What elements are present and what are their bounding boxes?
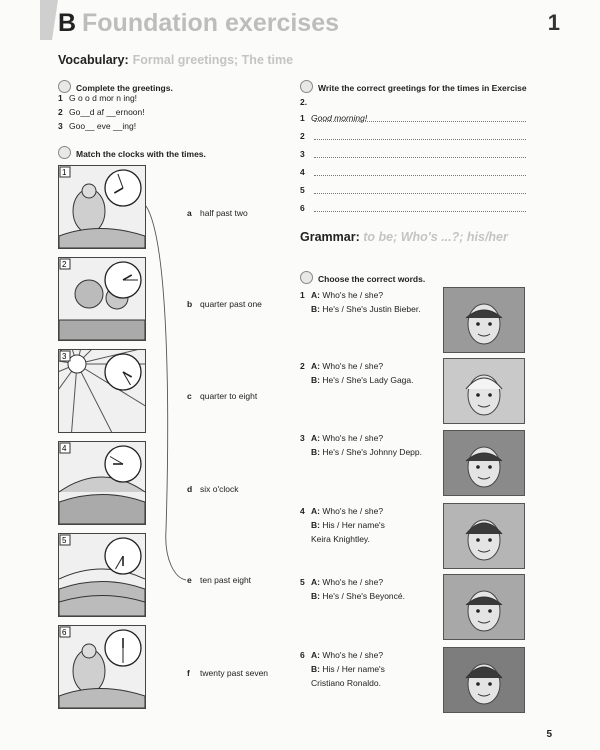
ex4-item-number: 2 [300, 361, 305, 371]
speaker-a: A: [311, 361, 320, 371]
ex3-line-number: 2 [300, 131, 305, 141]
exercise-circle-icon [58, 146, 71, 159]
time-option-b[interactable] [187, 299, 262, 309]
ex1-item-number: 2 [58, 107, 63, 117]
question-text: Who's he / she? [322, 650, 384, 660]
answer-text-cont: Cristiano Ronaldo. [311, 678, 381, 688]
ex4-item-number: 5 [300, 577, 305, 587]
celebrity-photo-1 [443, 287, 525, 353]
speaker-b: B: [311, 664, 320, 674]
ex3-answer-line[interactable] [300, 203, 311, 213]
ex1-item[interactable] [58, 93, 137, 103]
ex3-line-answer: Good morning! [311, 113, 368, 123]
ex4-item-3[interactable] [300, 431, 422, 473]
ex3-line-number: 4 [300, 167, 305, 177]
question-text: Who's he / she? [322, 290, 384, 300]
answer-text: He's / She's Johnny Depp. [322, 447, 422, 457]
ex4-title [300, 271, 425, 284]
speaker-a: A: [311, 290, 320, 300]
svg-text:3: 3 [62, 352, 67, 361]
ex4-item-1[interactable] [300, 288, 421, 330]
ex4-item-6[interactable] [300, 648, 385, 690]
ex1-item-number: 1 [58, 93, 63, 103]
ex4-item-number: 1 [300, 290, 305, 300]
ex1-title [58, 80, 173, 93]
ex1-item-text: Goo__ eve __ing! [69, 121, 137, 131]
ex3-answer-line[interactable] [300, 185, 311, 195]
answer-text-cont: Keira Knightley. [311, 534, 370, 544]
svg-text:6: 6 [62, 628, 67, 637]
answer-text: He's / She's Beyoncé. [322, 591, 405, 601]
ex4-item-4[interactable] [300, 504, 385, 546]
celebrity-photo-5 [443, 574, 525, 640]
ex2-title [58, 146, 206, 159]
ex1-item[interactable] [58, 121, 136, 131]
speaker-b: B: [311, 447, 320, 457]
ex1-item-text: G o o d mor n ing! [69, 93, 138, 103]
exercise-circle-icon [300, 80, 313, 93]
time-option-letter: f [187, 668, 190, 678]
time-option-letter: a [187, 208, 192, 218]
ex4-item-number: 6 [300, 650, 305, 660]
dotted-line [314, 157, 526, 158]
speaker-b: B: [311, 375, 320, 385]
ex3-title [300, 80, 530, 109]
celebrity-photo-3 [443, 430, 525, 496]
ex3-line-number: 3 [300, 149, 305, 159]
unit-number: 1 [547, 10, 560, 35]
answer-text: His / Her name's [322, 664, 385, 674]
ex4-item-5[interactable] [300, 575, 405, 617]
dotted-line [314, 211, 526, 212]
time-option-d[interactable] [187, 484, 238, 494]
ex3-answer-line[interactable] [300, 131, 311, 141]
clock-picture-4 [58, 441, 146, 525]
time-option-a[interactable] [187, 208, 248, 218]
time-option-letter: c [187, 391, 192, 401]
dotted-line [314, 193, 526, 194]
grammar-heading [300, 230, 540, 244]
celebrity-photo-6 [443, 647, 525, 713]
answer-text: He's / She's Justin Bieber. [322, 304, 421, 314]
time-option-e[interactable] [187, 575, 251, 585]
question-text: Who's he / she? [322, 506, 384, 516]
speaker-a: A: [311, 433, 320, 443]
ex1-item[interactable] [58, 107, 145, 117]
vocab-label: Vocabulary: [58, 53, 129, 67]
ex3-line-number: 5 [300, 185, 305, 195]
ex1-item-text: Go__d af __ernoon! [69, 107, 145, 117]
svg-text:1: 1 [62, 168, 67, 177]
svg-text:4: 4 [62, 444, 67, 453]
clock-picture-2 [58, 257, 146, 341]
celebrity-photo-2 [443, 358, 525, 424]
svg-text:5: 5 [62, 536, 67, 545]
vocab-sub: Formal greetings; The time [132, 53, 294, 67]
ex4-title-text: Choose the correct words. [318, 274, 426, 284]
ex3-line-number: 6 [300, 203, 305, 213]
time-option-text: half past two [200, 208, 248, 218]
speaker-a: A: [311, 506, 320, 516]
ex1-item-number: 3 [58, 121, 63, 131]
time-option-text: quarter to eight [200, 391, 258, 401]
clock-picture-3 [58, 349, 146, 433]
answer-text: His / Her name's [322, 520, 385, 530]
speaker-a: A: [311, 577, 320, 587]
question-text: Who's he / she? [322, 577, 384, 587]
time-option-text: six o'clock [200, 484, 239, 494]
time-option-letter: d [187, 484, 193, 494]
ex4-item-number: 3 [300, 433, 305, 443]
exercise-circle-icon [300, 271, 313, 284]
time-option-letter: b [187, 299, 193, 309]
svg-text:2: 2 [62, 260, 67, 269]
answer-text: He's / She's Lady Gaga. [322, 375, 414, 385]
ex3-answer-line[interactable] [300, 167, 311, 177]
question-text: Who's he / she? [322, 433, 384, 443]
grammar-label: Grammar: [300, 230, 360, 244]
vocab-heading [58, 53, 293, 67]
celebrity-photo-4 [443, 503, 525, 569]
ex3-title-text: Write the correct greetings for the times in Exercise 2. [300, 83, 527, 107]
time-option-f[interactable] [187, 668, 268, 678]
speaker-b: B: [311, 520, 320, 530]
ex3-answer-line[interactable] [300, 149, 311, 159]
clock-picture-1 [58, 165, 146, 249]
section-title: Foundation exercises [82, 9, 340, 37]
ex4-item-number: 4 [300, 506, 305, 516]
ex3-line-number: 1 [300, 113, 305, 123]
time-option-text: twenty past seven [200, 668, 269, 678]
page-number: 5 [546, 729, 552, 740]
dotted-line [314, 139, 526, 140]
time-option-letter: e [187, 575, 192, 585]
clock-picture-6 [58, 625, 146, 709]
speaker-b: B: [311, 304, 320, 314]
ex1-title-text: Complete the greetings. [76, 83, 173, 93]
match-answer-line [140, 200, 190, 585]
ex3-answer-line[interactable] [300, 113, 367, 123]
ex2-title-text: Match the clocks with the times. [76, 149, 206, 159]
grammar-sub: to be; Who's ...?; his/her [363, 230, 508, 244]
question-text: Who's he / she? [322, 361, 384, 371]
page-header [40, 0, 560, 40]
exercise-circle-icon [58, 80, 71, 93]
speaker-b: B: [311, 591, 320, 601]
time-option-c[interactable] [187, 391, 257, 401]
clock-picture-5 [58, 533, 146, 617]
dotted-line [314, 121, 526, 122]
time-option-text: quarter past one [200, 299, 262, 309]
speaker-a: A: [311, 650, 320, 660]
ex4-item-2[interactable] [300, 359, 414, 401]
dotted-line [314, 175, 526, 176]
time-option-text: ten past eight [200, 575, 252, 585]
section-letter: B [58, 9, 77, 37]
